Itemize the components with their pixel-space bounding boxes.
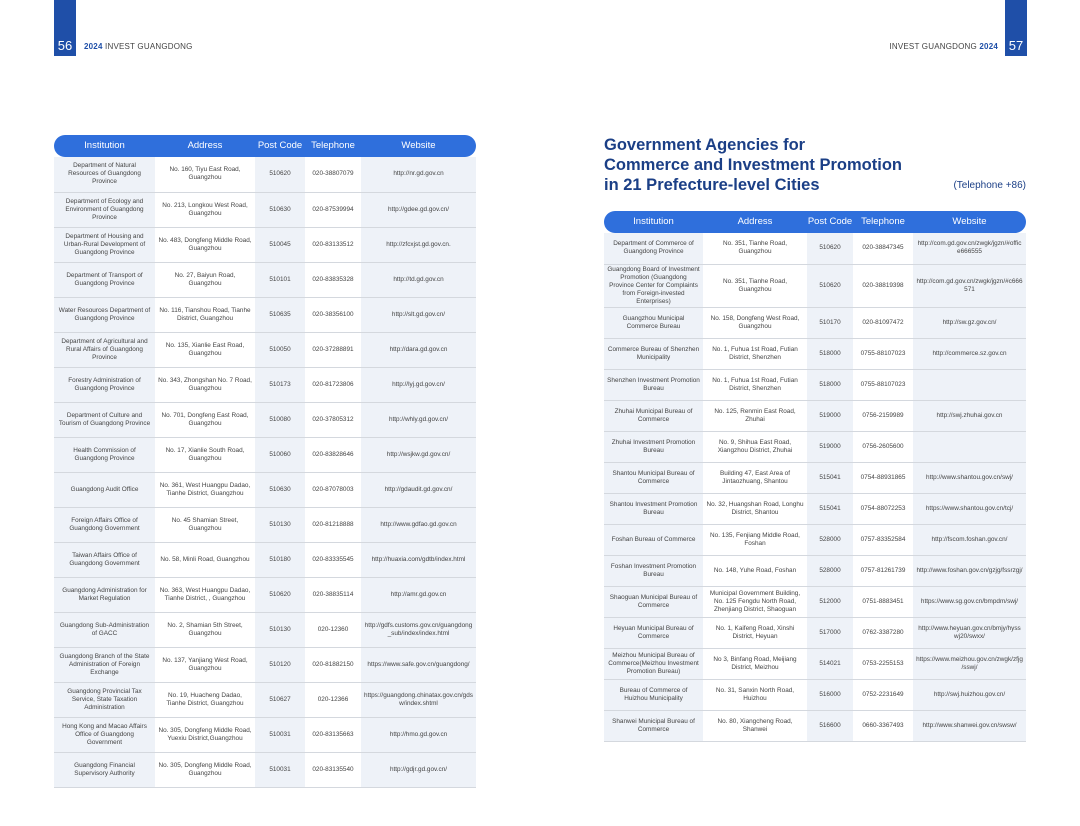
table-row (604, 338, 1026, 369)
table-row (54, 227, 476, 262)
address-cell: No. 19, Huacheng Dadao, Tianhe District, Guangzhou (155, 682, 255, 717)
website-cell[interactable]: http://nr.gd.gov.cn (361, 157, 476, 192)
website-cell[interactable]: https://www.sg.gov.cn/bmpdm/swj/ (913, 586, 1026, 617)
institution-cell: Department of Commerce of Guangdong Province (604, 233, 703, 264)
post-code-cell: 519000 (807, 431, 853, 462)
table-row (54, 577, 476, 612)
telephone-cell: 0752-2231649 (853, 679, 913, 710)
institution-cell: Heyuan Municipal Bureau of Commerce (604, 617, 703, 648)
col-header-website: Website (361, 135, 476, 157)
col-header-address: Address (703, 211, 807, 233)
post-code-cell: 510130 (255, 612, 305, 647)
institution-cell: Forestry Administration of Guangdong Province (54, 367, 155, 402)
institution-cell: Department of Culture and Tourism of Guangdong Province (54, 402, 155, 437)
website-cell[interactable]: http://www.heyuan.gov.cn/bmjy/hysswj20/swxx/ (913, 617, 1026, 648)
telephone-cell: 0754-88072253 (853, 493, 913, 524)
address-cell: No. 9, Shihua East Road, Xiangzhou District, Zhuhai (703, 431, 807, 462)
institution-cell: Commerce Bureau of Shenzhen Municipality (604, 338, 703, 369)
address-cell: No. 116, Tianshou Road, Tianhe District, Guangzhou (155, 297, 255, 332)
website-cell[interactable]: http://amr.gd.gov.cn (361, 577, 476, 612)
website-cell[interactable]: http://gdfs.customs.gov.cn/guangdong_sub/index/index.html (361, 612, 476, 647)
telephone-cell: 0757-83352584 (853, 524, 913, 555)
address-cell: No. 305, Dongfeng Middle Road, Yuexiu District,Guangzhou (155, 717, 255, 752)
address-cell: No. 343, Zhongshan No. 7 Road, Guangzhou (155, 367, 255, 402)
table-row (54, 192, 476, 227)
post-code-cell: 510060 (255, 437, 305, 472)
website-cell[interactable]: http://swj.zhuhai.gov.cn (913, 400, 1026, 431)
address-cell: No. 305, Dongfeng Middle Road, Guangzhou (155, 752, 255, 787)
telephone-cell: 020-83828646 (305, 437, 361, 472)
col-header-telephone: Telephone (853, 211, 913, 233)
post-code-cell: 510173 (255, 367, 305, 402)
telephone-cell: 0753-2255153 (853, 648, 913, 679)
table-row (54, 262, 476, 297)
institution-cell: Guangdong Provincial Tax Service, State Taxation Administration (54, 682, 155, 717)
telephone-cell: 020-38819398 (853, 264, 913, 307)
website-cell[interactable]: https://www.meizhou.gov.cn/zwgk/zfjg/sswj/ (913, 648, 1026, 679)
institution-cell: Shanwei Municipal Bureau of Commerce (604, 710, 703, 741)
institution-cell: Shenzhen Investment Promotion Bureau (604, 369, 703, 400)
website-cell[interactable]: http://gdee.gd.gov.cn/ (361, 192, 476, 227)
institution-cell: Meizhou Municipal Bureau of Commerce(Meizhou Investment Promotion Bureau) (604, 648, 703, 679)
table-row (604, 679, 1026, 710)
table-row (54, 542, 476, 577)
post-code-cell: 515041 (807, 462, 853, 493)
address-cell: No. 135, Fenjiang Middle Road, Foshan (703, 524, 807, 555)
table-row (604, 233, 1026, 264)
left-running-text: INVEST GUANGDONG (105, 42, 193, 51)
address-cell: Municipal Government Building, No. 125 Fengdu North Road, Zhenjiang District, Shaoguan (703, 586, 807, 617)
post-code-cell: 510620 (807, 264, 853, 307)
table-row (54, 437, 476, 472)
telephone-cell: 0762-3387280 (853, 617, 913, 648)
address-cell: No. 1, Kaifeng Road, Xinshi District, Heyuan (703, 617, 807, 648)
telephone-cell: 020-37288891 (305, 332, 361, 367)
website-cell[interactable]: http://com.gd.gov.cn/zwgk/jgzn/#c666571 (913, 264, 1026, 307)
website-cell[interactable]: http://com.gd.gov.cn/zwgk/jgzn/#office666555 (913, 233, 1026, 264)
address-cell: No. 135, Xianlie East Road, Guangzhou (155, 332, 255, 367)
institution-cell: Hong Kong and Macao Affairs Office of Guangdong Government (54, 717, 155, 752)
address-cell: No. 160, Tiyu East Road, Guangzhou (155, 157, 255, 192)
address-cell: Building 47, East Area of Jintaozhuang, Shantou (703, 462, 807, 493)
post-code-cell: 514021 (807, 648, 853, 679)
website-cell[interactable]: http://dara.gd.gov.cn (361, 332, 476, 367)
website-cell[interactable]: http://www.shantou.gov.cn/swj/ (913, 462, 1026, 493)
table-row (54, 472, 476, 507)
address-cell: No. 363, West Huangpu Dadao, Tianhe District, , Guangzhou (155, 577, 255, 612)
address-cell: No. 27, Baiyun Road, Guangzhou (155, 262, 255, 297)
address-cell: No. 1, Fuhua 1st Road, Futian District, Shenzhen (703, 369, 807, 400)
col-header-institution: Institution (54, 135, 155, 157)
institution-cell: Zhuhai Municipal Bureau of Commerce (604, 400, 703, 431)
post-code-cell: 510120 (255, 647, 305, 682)
address-cell: No. 701, Dongfeng East Road, Guangzhou (155, 402, 255, 437)
website-cell[interactable]: https://guangdong.chinatax.gov.cn/gdsw/index.shtml (361, 682, 476, 717)
telephone-cell: 020-38807079 (305, 157, 361, 192)
institution-cell: Zhuhai Investment Promotion Bureau (604, 431, 703, 462)
address-cell: No. 125, Renmin East Road, Zhuhai (703, 400, 807, 431)
col-header-post-code: Post Code (255, 135, 305, 157)
telephone-cell: 020-83335545 (305, 542, 361, 577)
post-code-cell: 510630 (255, 192, 305, 227)
institution-cell: Bureau of Commerce of Huizhou Municipality (604, 679, 703, 710)
address-cell: No. 158, Dongfeng West Road, Guangzhou (703, 307, 807, 338)
table-row (604, 710, 1026, 741)
telephone-cell: 020-87078003 (305, 472, 361, 507)
post-code-cell: 517000 (807, 617, 853, 648)
post-code-cell: 510180 (255, 542, 305, 577)
address-cell: No. 32, Huangshan Road, Longhu District, Shantou (703, 493, 807, 524)
table-row (604, 400, 1026, 431)
institution-cell: Taiwan Affairs Office of Guangdong Government (54, 542, 155, 577)
institution-cell: Foshan Bureau of Commerce (604, 524, 703, 555)
telephone-cell: 020-38835114 (305, 577, 361, 612)
telephone-cell: 020-37805312 (305, 402, 361, 437)
telephone-cell: 020-83135663 (305, 717, 361, 752)
telephone-cell: 0757-81261739 (853, 555, 913, 586)
post-code-cell: 510130 (255, 507, 305, 542)
website-cell (913, 369, 1026, 400)
right-running-year: 2024 (979, 42, 998, 51)
page-title (604, 135, 902, 195)
address-cell: No. 80, Xiangcheng Road, Shanwei (703, 710, 807, 741)
table-row (54, 752, 476, 787)
col-header-telephone: Telephone (305, 135, 361, 157)
table-row (54, 647, 476, 682)
post-code-cell: 510031 (255, 717, 305, 752)
left-running-year: 2024 (84, 42, 103, 51)
telephone-cell: 0660-3367493 (853, 710, 913, 741)
address-cell: No. 45 Shamian Street, Guangzhou (155, 507, 255, 542)
table-row (54, 717, 476, 752)
left-page-number: 56 (54, 0, 76, 56)
institution-cell: Department of Transport of Guangdong Province (54, 262, 155, 297)
table-row (54, 332, 476, 367)
table-header-row (604, 211, 1026, 233)
table-row (604, 264, 1026, 307)
table-row (604, 524, 1026, 555)
title-line-3: in 21 Prefecture-level Cities (604, 176, 820, 194)
address-cell: No. 58, Minli Road, Guangzhou (155, 542, 255, 577)
website-cell[interactable]: http://www.gdfao.gd.gov.cn (361, 507, 476, 542)
post-code-cell: 510620 (255, 157, 305, 192)
institution-cell: Department of Ecology and Environment of Guangdong Province (54, 192, 155, 227)
address-cell: No. 1, Fuhua 1st Road, Futian District, Shenzhen (703, 338, 807, 369)
table-row (54, 682, 476, 717)
address-cell: No. 2, Shamian 5th Street, Guangzhou (155, 612, 255, 647)
table-header-row (54, 135, 476, 157)
telephone-cell: 0755-88107023 (853, 338, 913, 369)
post-code-cell: 516600 (807, 710, 853, 741)
address-cell: No. 148, Yuhe Road, Foshan (703, 555, 807, 586)
table-row (604, 617, 1026, 648)
institution-cell: Guangdong Audit Office (54, 472, 155, 507)
post-code-cell: 510050 (255, 332, 305, 367)
table-row (54, 402, 476, 437)
title-line-2: Commerce and Investment Promotion (604, 156, 902, 174)
website-cell[interactable]: http://zfcxjst.gd.gov.cn. (361, 227, 476, 262)
address-cell: No 3, Binfang Road, Meijiang District, Meizhou (703, 648, 807, 679)
website-cell[interactable]: http://td.gd.gov.cn (361, 262, 476, 297)
table-row (604, 648, 1026, 679)
telephone-cell: 0751-8883451 (853, 586, 913, 617)
website-cell[interactable]: http://lyj.gd.gov.cn/ (361, 367, 476, 402)
website-cell[interactable]: http://gdjr.gd.gov.cn/ (361, 752, 476, 787)
table-row (54, 157, 476, 192)
website-cell[interactable]: http://slt.gd.gov.cn/ (361, 297, 476, 332)
post-code-cell: 528000 (807, 555, 853, 586)
website-cell[interactable]: http://gdaudit.gd.gov.cn/ (361, 472, 476, 507)
telephone-cell: 020-12366 (305, 682, 361, 717)
post-code-cell: 510045 (255, 227, 305, 262)
institution-cell: Shaoguan Municipal Bureau of Commerce (604, 586, 703, 617)
telephone-cell: 020-38356100 (305, 297, 361, 332)
institution-cell: Department of Housing and Urban-Rural Development of Guangdong Province (54, 227, 155, 262)
post-code-cell: 510080 (255, 402, 305, 437)
website-cell[interactable]: https://www.safe.gov.cn/guangdong/ (361, 647, 476, 682)
institution-cell: Department of Agricultural and Rural Affairs of Guangdong Province (54, 332, 155, 367)
address-cell: No. 361, West Huangpu Dadao, Tianhe District, Guangzhou (155, 472, 255, 507)
post-code-cell: 510627 (255, 682, 305, 717)
institution-cell: Shantou Municipal Bureau of Commerce (604, 462, 703, 493)
post-code-cell: 516000 (807, 679, 853, 710)
provincial-agencies-table (54, 135, 476, 788)
telephone-cell: 020-81723806 (305, 367, 361, 402)
post-code-cell: 519000 (807, 400, 853, 431)
institution-cell: Guangdong Administration for Market Regulation (54, 577, 155, 612)
telephone-cell: 020-83135540 (305, 752, 361, 787)
title-line-1: Government Agencies for (604, 136, 806, 154)
telephone-cell: 0754-88931865 (853, 462, 913, 493)
table-row (604, 493, 1026, 524)
telephone-cell: 020-83133512 (305, 227, 361, 262)
right-page-number: 57 (1005, 0, 1027, 56)
institution-cell: Shantou Investment Promotion Bureau (604, 493, 703, 524)
table-row (54, 367, 476, 402)
institution-cell: Guangdong Board of Investment Promotion (Guangdong Province Center for Complaints from Foreign-invested Enterprises) (604, 264, 703, 307)
right-running-text: INVEST GUANGDONG (889, 42, 977, 51)
institution-cell: Guangdong Sub-Administration of GACC (54, 612, 155, 647)
telephone-note: (Telephone +86) (953, 180, 1026, 191)
institution-cell: Water Resources Department of Guangdong Province (54, 297, 155, 332)
website-cell[interactable]: https://www.shantou.gov.cn/tcj/ (913, 493, 1026, 524)
website-cell[interactable]: http://huaxia.com/gdtb/index.html (361, 542, 476, 577)
right-running-header (889, 42, 998, 51)
col-header-post-code: Post Code (807, 211, 853, 233)
city-agencies-table (604, 211, 1026, 742)
address-cell: No. 351, Tianhe Road, Guangzhou (703, 233, 807, 264)
col-header-website: Website (913, 211, 1026, 233)
table-row (604, 555, 1026, 586)
institution-cell: Guangdong Branch of the State Administration of Foreign Exchange (54, 647, 155, 682)
table-row (54, 612, 476, 647)
institution-cell: Department of Natural Resources of Guangdong Province (54, 157, 155, 192)
col-header-institution: Institution (604, 211, 703, 233)
website-cell[interactable]: http://hmo.gd.gov.cn (361, 717, 476, 752)
post-code-cell: 528000 (807, 524, 853, 555)
website-cell[interactable]: http://www.foshan.gov.cn/gzjg/fssrzgj/ (913, 555, 1026, 586)
post-code-cell: 510031 (255, 752, 305, 787)
telephone-cell: 020-81882150 (305, 647, 361, 682)
institution-cell: Guangdong Financial Supervisory Authority (54, 752, 155, 787)
address-cell: No. 483, Dongfeng Middle Road, Guangzhou (155, 227, 255, 262)
website-cell (913, 431, 1026, 462)
website-cell[interactable]: http://fscom.foshan.gov.cn/ (913, 524, 1026, 555)
telephone-cell: 020-81218888 (305, 507, 361, 542)
post-code-cell: 518000 (807, 369, 853, 400)
institution-cell: Health Commission of Guangdong Province (54, 437, 155, 472)
post-code-cell: 512000 (807, 586, 853, 617)
table-row (604, 369, 1026, 400)
telephone-cell: 0756-2159989 (853, 400, 913, 431)
table-row (54, 507, 476, 542)
table-row (604, 307, 1026, 338)
address-cell: No. 31, Sanxin North Road, Huizhou (703, 679, 807, 710)
col-header-address: Address (155, 135, 255, 157)
telephone-cell: 020-38847345 (853, 233, 913, 264)
website-cell[interactable]: http://sw.gz.gov.cn/ (913, 307, 1026, 338)
post-code-cell: 510170 (807, 307, 853, 338)
telephone-cell: 0756-2605600 (853, 431, 913, 462)
telephone-cell: 020-83835328 (305, 262, 361, 297)
left-running-header (84, 42, 193, 51)
table-row (54, 297, 476, 332)
table-row (604, 431, 1026, 462)
website-cell[interactable]: http://whly.gd.gov.cn/ (361, 402, 476, 437)
address-cell: No. 213, Longkou West Road, Guangzhou (155, 192, 255, 227)
table-row (604, 462, 1026, 493)
website-cell[interactable]: http://commerce.sz.gov.cn (913, 338, 1026, 369)
website-cell[interactable]: http://www.shanwei.gov.cn/swsw/ (913, 710, 1026, 741)
post-code-cell: 518000 (807, 338, 853, 369)
telephone-cell: 0755-88107023 (853, 369, 913, 400)
institution-cell: Foshan Investment Promotion Bureau (604, 555, 703, 586)
post-code-cell: 510620 (255, 577, 305, 612)
telephone-cell: 020-87539994 (305, 192, 361, 227)
post-code-cell: 510101 (255, 262, 305, 297)
telephone-cell: 020-12360 (305, 612, 361, 647)
post-code-cell: 510635 (255, 297, 305, 332)
website-cell[interactable]: http://swj.huizhou.gov.cn/ (913, 679, 1026, 710)
address-cell: No. 351, Tianhe Road, Guangzhou (703, 264, 807, 307)
website-cell[interactable]: http://wsjkw.gd.gov.cn/ (361, 437, 476, 472)
address-cell: No. 137, Yanjiang West Road, Guangzhou (155, 647, 255, 682)
table-row (604, 586, 1026, 617)
post-code-cell: 515041 (807, 493, 853, 524)
address-cell: No. 17, Xianlie South Road, Guangzhou (155, 437, 255, 472)
institution-cell: Guangzhou Municipal Commerce Bureau (604, 307, 703, 338)
telephone-cell: 020-81097472 (853, 307, 913, 338)
institution-cell: Foreign Affairs Office of Guangdong Government (54, 507, 155, 542)
post-code-cell: 510620 (807, 233, 853, 264)
post-code-cell: 510630 (255, 472, 305, 507)
